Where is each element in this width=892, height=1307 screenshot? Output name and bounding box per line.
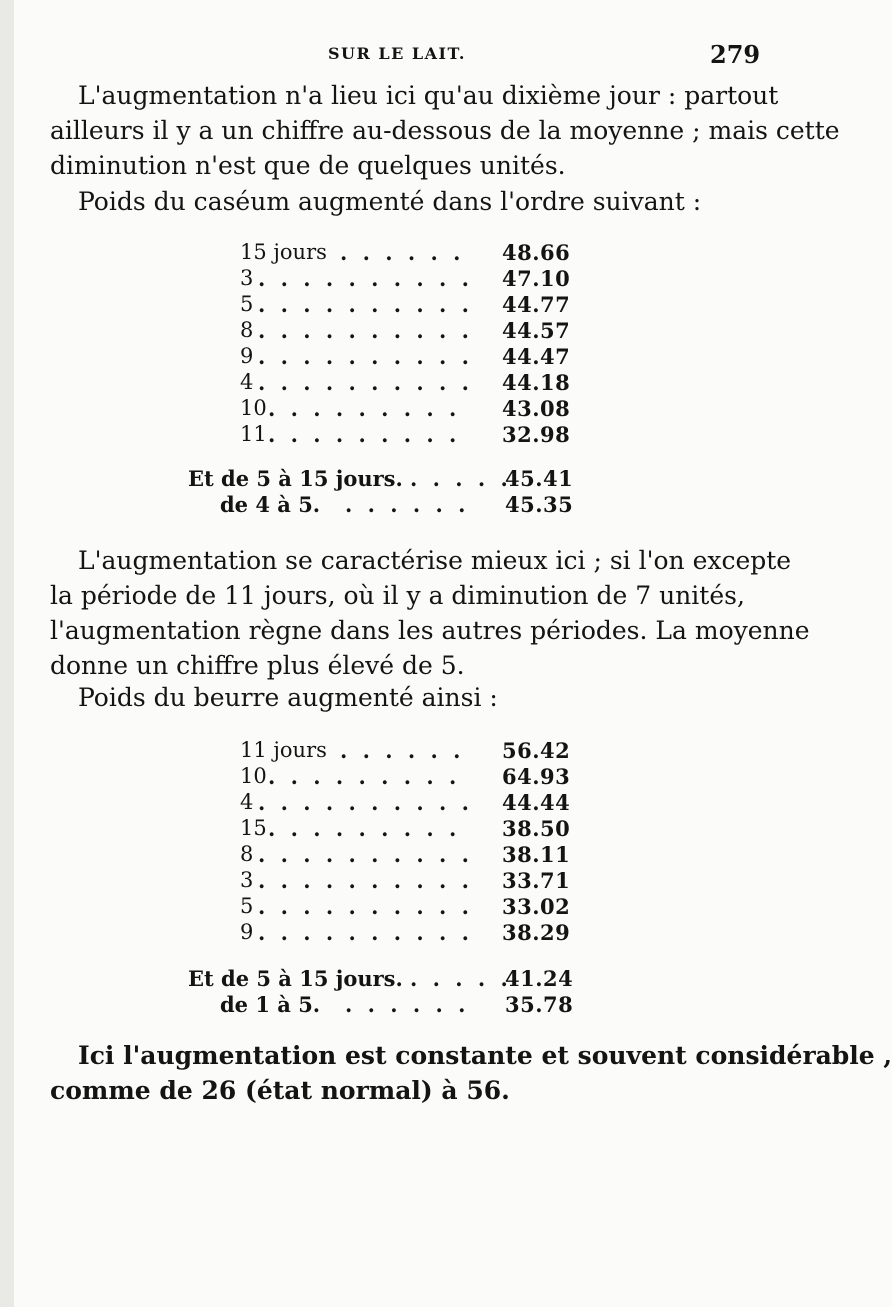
leader-dots: . . . . . . [345,492,470,517]
row-value: 64.93 [502,764,571,789]
table-row [0,920,800,946]
row-value: 45.41 [505,466,574,491]
text-line: donne un chiffre plus élevé de 5. [50,651,465,680]
text-line: comme de 26 (état normal) à 56. [50,1076,510,1105]
table-summary-row [0,966,800,992]
row-label: 9 [240,920,254,944]
table-row [0,894,800,920]
row-label: 9 [240,344,254,368]
row-value: 47.10 [502,266,571,291]
text-line: ailleurs il y a un chiffre au-dessous de la moyenne ; mais cette [50,116,840,145]
paragraph-4 [50,680,756,715]
table-row [0,842,800,868]
leader-dots: . . . . . . . . . [268,764,461,789]
table-row [0,738,800,764]
row-label: 5 [240,894,254,918]
row-label: 11 [240,422,267,446]
leader-dots: . . . . . . . . . . [258,790,473,815]
leader-dots: . . . . . . . . . [268,396,461,421]
row-value: 41.24 [505,966,574,991]
table-row [0,396,800,422]
leader-dots: . . . . . [410,966,512,991]
row-label: de 4 à 5. [220,492,321,517]
table-row [0,764,800,790]
text-line: diminution n'est que de quelques unités. [50,151,566,180]
leader-dots: . . . . . . . . . . [258,292,473,317]
table-summary-row [0,492,800,518]
row-value: 38.11 [502,842,571,867]
text-line: L'augmentation se caractérise mieux ici ; si l'on excepte [78,546,792,575]
row-value: 32.98 [502,422,571,447]
row-value: 43.08 [502,396,571,421]
row-label: Et de 5 à 15 jours. [188,466,403,491]
table-row [0,240,800,266]
table-row [0,370,800,396]
row-value: 45.35 [505,492,574,517]
leader-dots: . . . . . . . . . [268,422,461,447]
row-label: 10 [240,396,267,420]
row-value: 38.29 [502,920,571,945]
text-line: l'augmentation règne dans les autres périodes. La moyenne [50,616,810,645]
row-label: 4 [240,790,254,814]
row-value: 44.47 [502,344,571,369]
leader-dots: . . . . . . [345,992,470,1017]
leader-dots: . . . . . . [340,240,465,265]
table-row [0,292,800,318]
row-value: 48.66 [502,240,571,265]
row-value: 33.71 [502,868,571,893]
row-label: 15 jours [240,240,327,264]
leader-dots: . . . . . . . . . [268,816,461,841]
leader-dots: . . . . . . . . . . [258,894,473,919]
page-header [0,40,800,80]
table-row [0,266,800,292]
row-label: 5 [240,292,254,316]
table-row [0,422,800,448]
row-value: 44.57 [502,318,571,343]
row-label: 10 [240,764,267,788]
row-label: 4 [240,370,254,394]
table-row [0,868,800,894]
text-line: Ici l'augmentation est constante et souvent considérable , [78,1041,892,1070]
row-value: 44.77 [502,292,571,317]
paragraph-3 [50,543,810,683]
table-row [0,318,800,344]
leader-dots: . . . . . . . . . . [258,318,473,343]
text-line: Poids du beurre augmenté ainsi : [78,683,498,712]
leader-dots: . . . . . . [340,738,465,763]
row-label: 15 [240,816,267,840]
row-value: 44.18 [502,370,571,395]
row-value: 56.42 [502,738,571,763]
text-line: L'augmentation n'a lieu ici qu'au dixième jour : partout [78,81,779,110]
row-value: 35.78 [505,992,574,1017]
leader-dots: . . . . . . . . . . [258,842,473,867]
row-value: 33.02 [502,894,571,919]
leader-dots: . . . . . [410,466,512,491]
leader-dots: . . . . . . . . . . [258,370,473,395]
paragraph-1 [50,78,840,183]
leader-dots: . . . . . . . . . . [258,868,473,893]
table-summary-row [0,992,800,1018]
row-label: de 1 à 5. [220,992,321,1017]
row-label: 8 [240,842,254,866]
leader-dots: . . . . . . . . . . [258,266,473,291]
row-label: 11 jours [240,738,327,762]
leader-dots: . . . . . . . . . . [258,344,473,369]
text-line: Poids du caséum augmenté dans l'ordre suivant : [78,187,702,216]
row-label: 3 [240,266,254,290]
row-label: Et de 5 à 15 jours. [188,966,403,991]
running-title: SUR LE LAIT. [328,44,466,63]
text-line: la période de 11 jours, où il y a diminution de 7 unités, [50,581,745,610]
table-row [0,344,800,370]
table-summary-row [0,466,800,492]
table-row [0,790,800,816]
row-value: 44.44 [502,790,571,815]
page-edge-shadow [0,0,14,1307]
paragraph-2 [50,184,756,219]
leader-dots: . . . . . . . . . . [258,920,473,945]
table-row [0,816,800,842]
row-label: 3 [240,868,254,892]
paragraph-5 [50,1038,892,1108]
row-value: 38.50 [502,816,571,841]
page-number: 279 [710,40,761,69]
row-label: 8 [240,318,254,342]
